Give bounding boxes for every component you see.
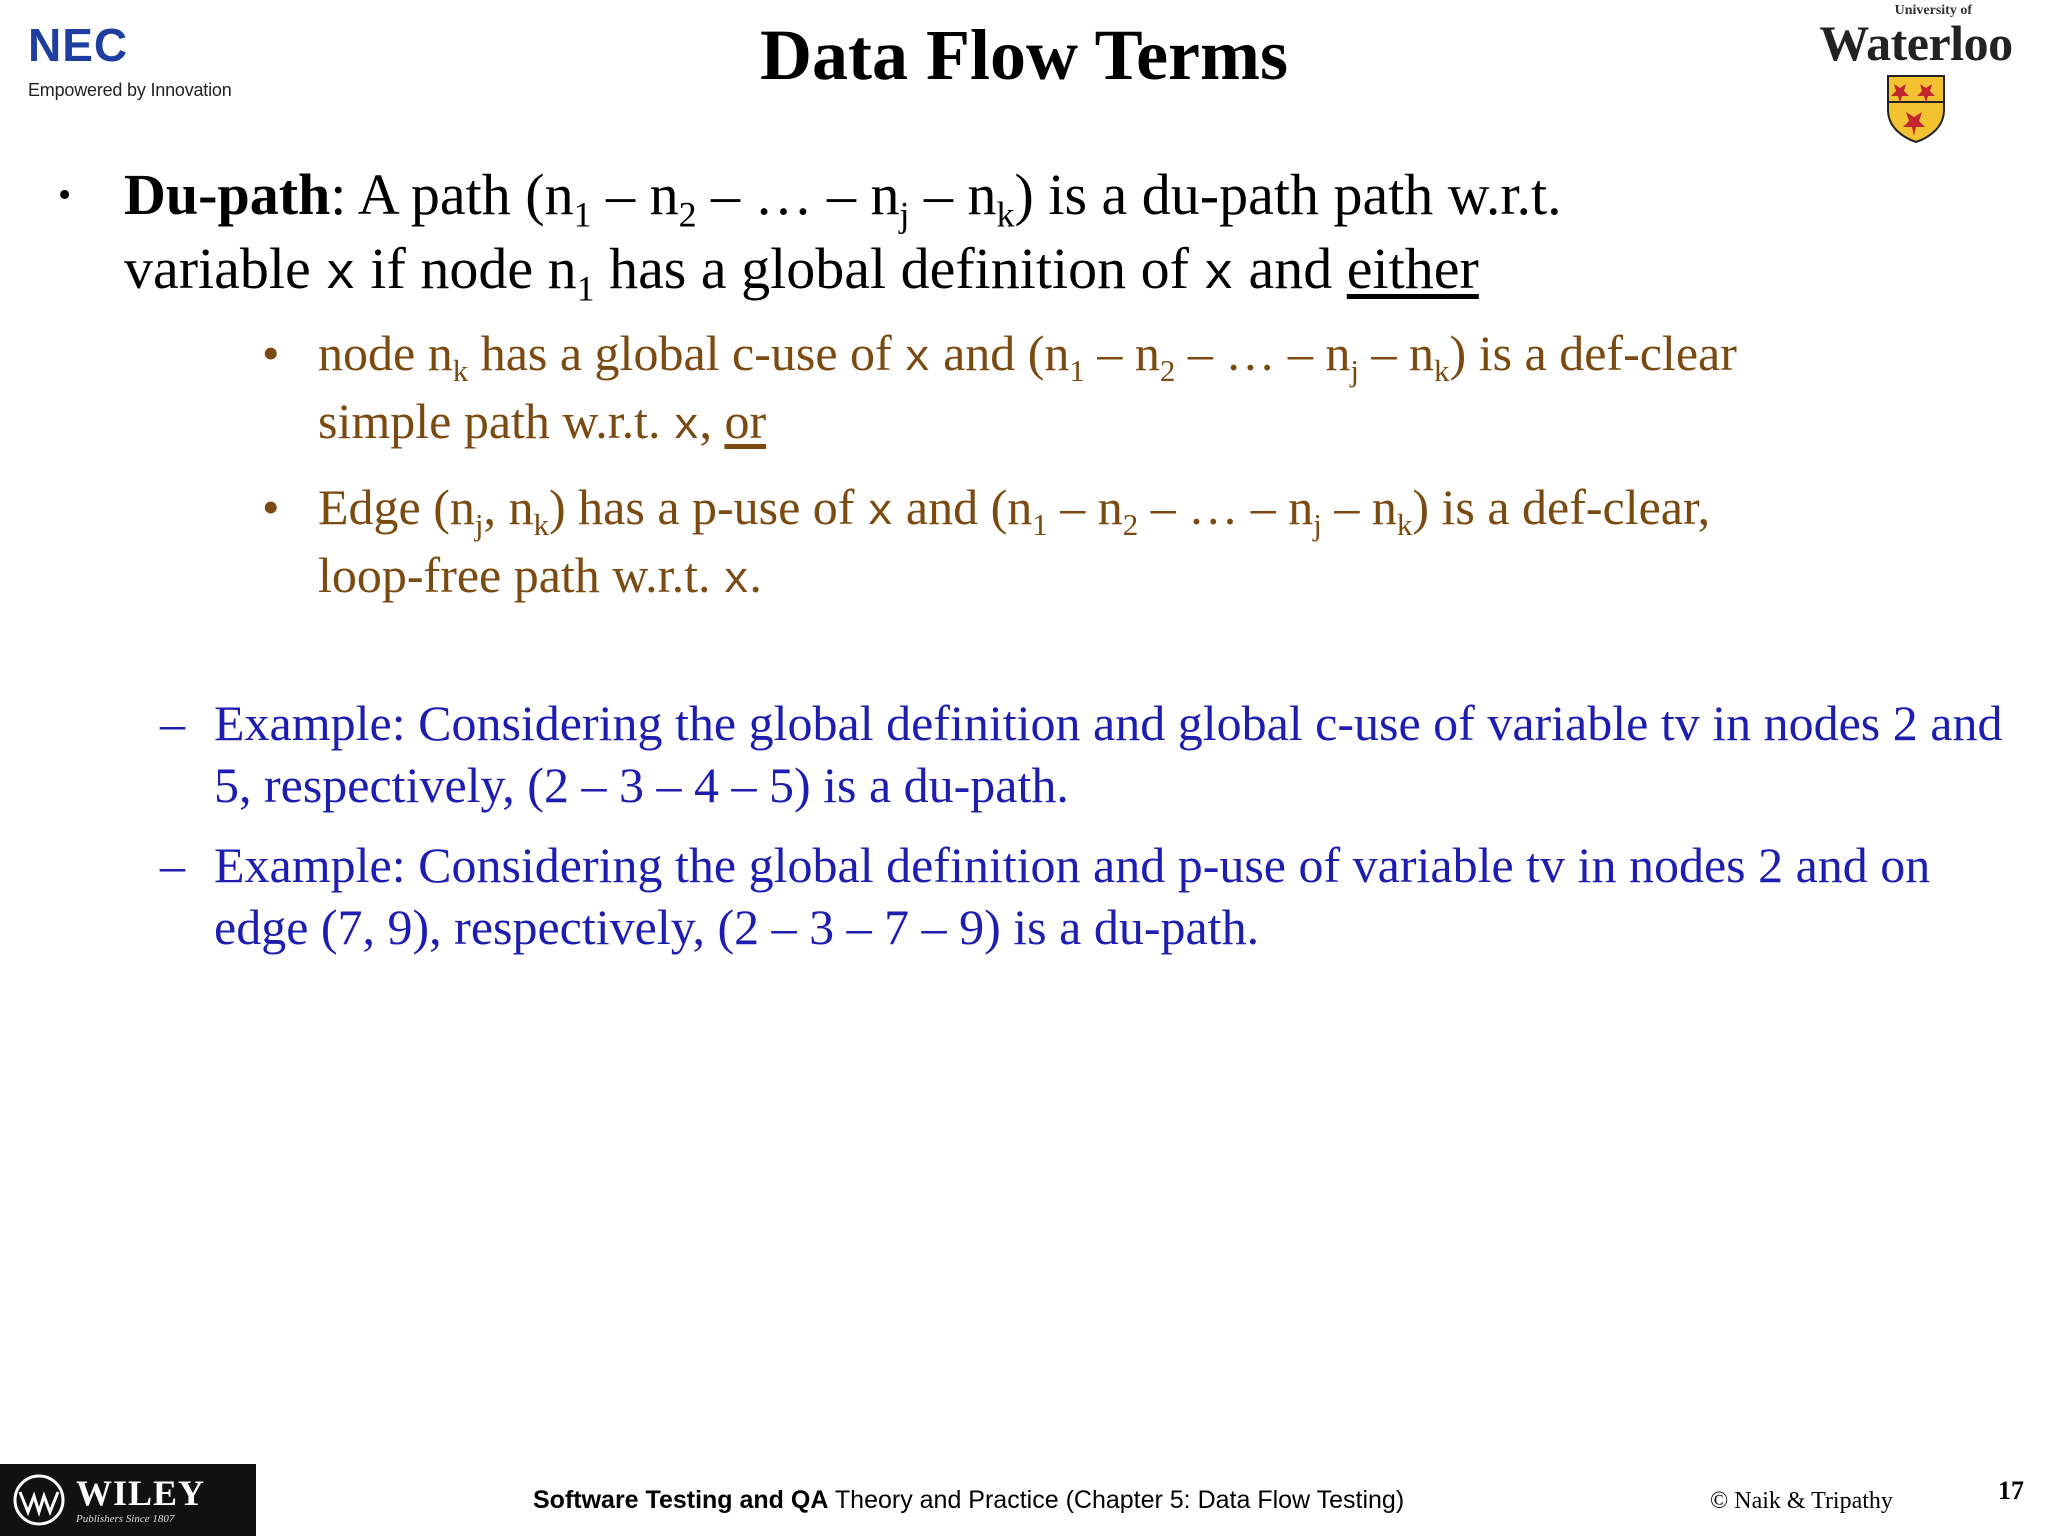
wiley-wordmark: WILEY: [76, 1473, 206, 1513]
variable-x: x: [722, 556, 750, 606]
du-path-term: Du-path: [124, 162, 331, 227]
text-run: , n: [483, 479, 534, 535]
subscript: j: [1313, 506, 1322, 542]
nec-tagline: Empowered by Innovation: [28, 80, 232, 100]
text-run: variable: [124, 236, 326, 301]
subscript: k: [1396, 506, 1413, 542]
text-run: loop-free path w.r.t.: [318, 547, 723, 603]
text-run: Edge (n: [318, 479, 475, 535]
text-run: – n: [1084, 325, 1160, 381]
page-number: 17: [1998, 1476, 2024, 1505]
text-run: – … – n: [1175, 325, 1351, 381]
text-run: and: [1234, 236, 1347, 301]
text-run: – n: [1047, 479, 1123, 535]
subscript: 2: [1122, 506, 1139, 542]
book-title-rest: Theory and Practice (Chapter 5: Data Flow Testing): [828, 1486, 1405, 1514]
subscript: j: [1350, 352, 1360, 388]
text-run: – n: [591, 162, 679, 227]
subscript: 2: [1159, 352, 1176, 388]
example-list: [160, 692, 2010, 976]
example-item: [160, 834, 2010, 958]
text-run: ) has a p-use of: [549, 479, 867, 535]
text-run: simple path w.r.t.: [318, 393, 674, 449]
text-run: if node n: [355, 236, 577, 301]
text-run: – … – n: [696, 162, 900, 227]
main-bullet-text: [124, 158, 1958, 313]
variable-x: x: [1203, 247, 1235, 304]
subscript: k: [996, 194, 1015, 235]
example-item: [160, 692, 2010, 816]
subscript: j: [899, 194, 910, 235]
wiley-emblem-icon: [8, 1472, 70, 1528]
text-run: ) is a def-clear,: [1412, 479, 1711, 535]
subscript: 1: [1032, 506, 1048, 542]
dash-marker: –: [160, 695, 185, 751]
bullet-dot: •: [58, 174, 72, 216]
text-run: – … – n: [1138, 479, 1314, 535]
wiley-subtitle: Publishers Since 1807: [76, 1513, 175, 1525]
dash-marker: –: [160, 837, 185, 893]
text-run: node n: [318, 325, 453, 381]
book-title-bold: Software Testing and QA: [533, 1486, 829, 1514]
subscript: 2: [678, 194, 697, 235]
subscript: k: [1434, 352, 1450, 388]
text-run: ) is a du-path path w.r.t.: [1014, 162, 1562, 227]
variable-x: x: [866, 488, 894, 538]
sub-bullet-list: [262, 322, 1982, 630]
text-run: ) is a def-clear: [1449, 325, 1737, 381]
text-run: : A path (n: [330, 162, 574, 227]
main-bullet: [58, 158, 1958, 313]
example-text: Example: Considering the global definition and p-use of variable tv in nodes 2 and on edge (7, 9), respectively, (2 – 3 – 7 – 9) is a du-path.: [214, 837, 1931, 955]
bullet-dot: •: [262, 479, 280, 535]
subscript: k: [452, 352, 469, 388]
or-underlined: or: [724, 393, 767, 449]
variable-x: x: [325, 247, 356, 304]
text-run: – n: [1359, 325, 1435, 381]
subscript: 1: [573, 194, 592, 235]
subscript: j: [474, 506, 484, 542]
text-run: and (n: [930, 325, 1070, 381]
text-run: – n: [909, 162, 997, 227]
text-run: – n: [1321, 479, 1397, 535]
variable-x: x: [904, 334, 931, 384]
text-run: ,: [699, 393, 725, 449]
variable-x: x: [673, 402, 700, 452]
waterloo-logo-wordmark: Waterloo: [1819, 15, 2013, 71]
bullet-dot: •: [262, 325, 280, 381]
either-underlined: either: [1346, 236, 1479, 301]
text-run: .: [749, 547, 762, 603]
text-run: has a global definition of: [594, 236, 1204, 301]
nec-logo-mark: NEC: [28, 19, 129, 71]
text-run: has a global c-use of: [468, 325, 905, 381]
example-text: Example: Considering the global definition and global c-use of variable tv in nodes 2 and 5, respectively, (2 – 3 – 4 – 5) is a du-path.: [214, 695, 2003, 813]
sub-bullet-item: [262, 322, 1982, 458]
footer-book-title: [533, 1486, 1404, 1515]
text-run: and (n: [893, 479, 1033, 535]
wiley-wordmark-block: [70, 1475, 205, 1525]
subscript: 1: [576, 268, 595, 309]
copyright-notice: © Naik & Tripathy: [1710, 1488, 1893, 1514]
subscript: 1: [1069, 352, 1085, 388]
wiley-logo: [0, 1464, 256, 1536]
slide-title: Data Flow Terms: [760, 15, 1288, 95]
subscript: k: [533, 506, 550, 542]
waterloo-logo-small: University of: [1894, 3, 1972, 18]
sub-bullet-item: [262, 476, 1982, 612]
